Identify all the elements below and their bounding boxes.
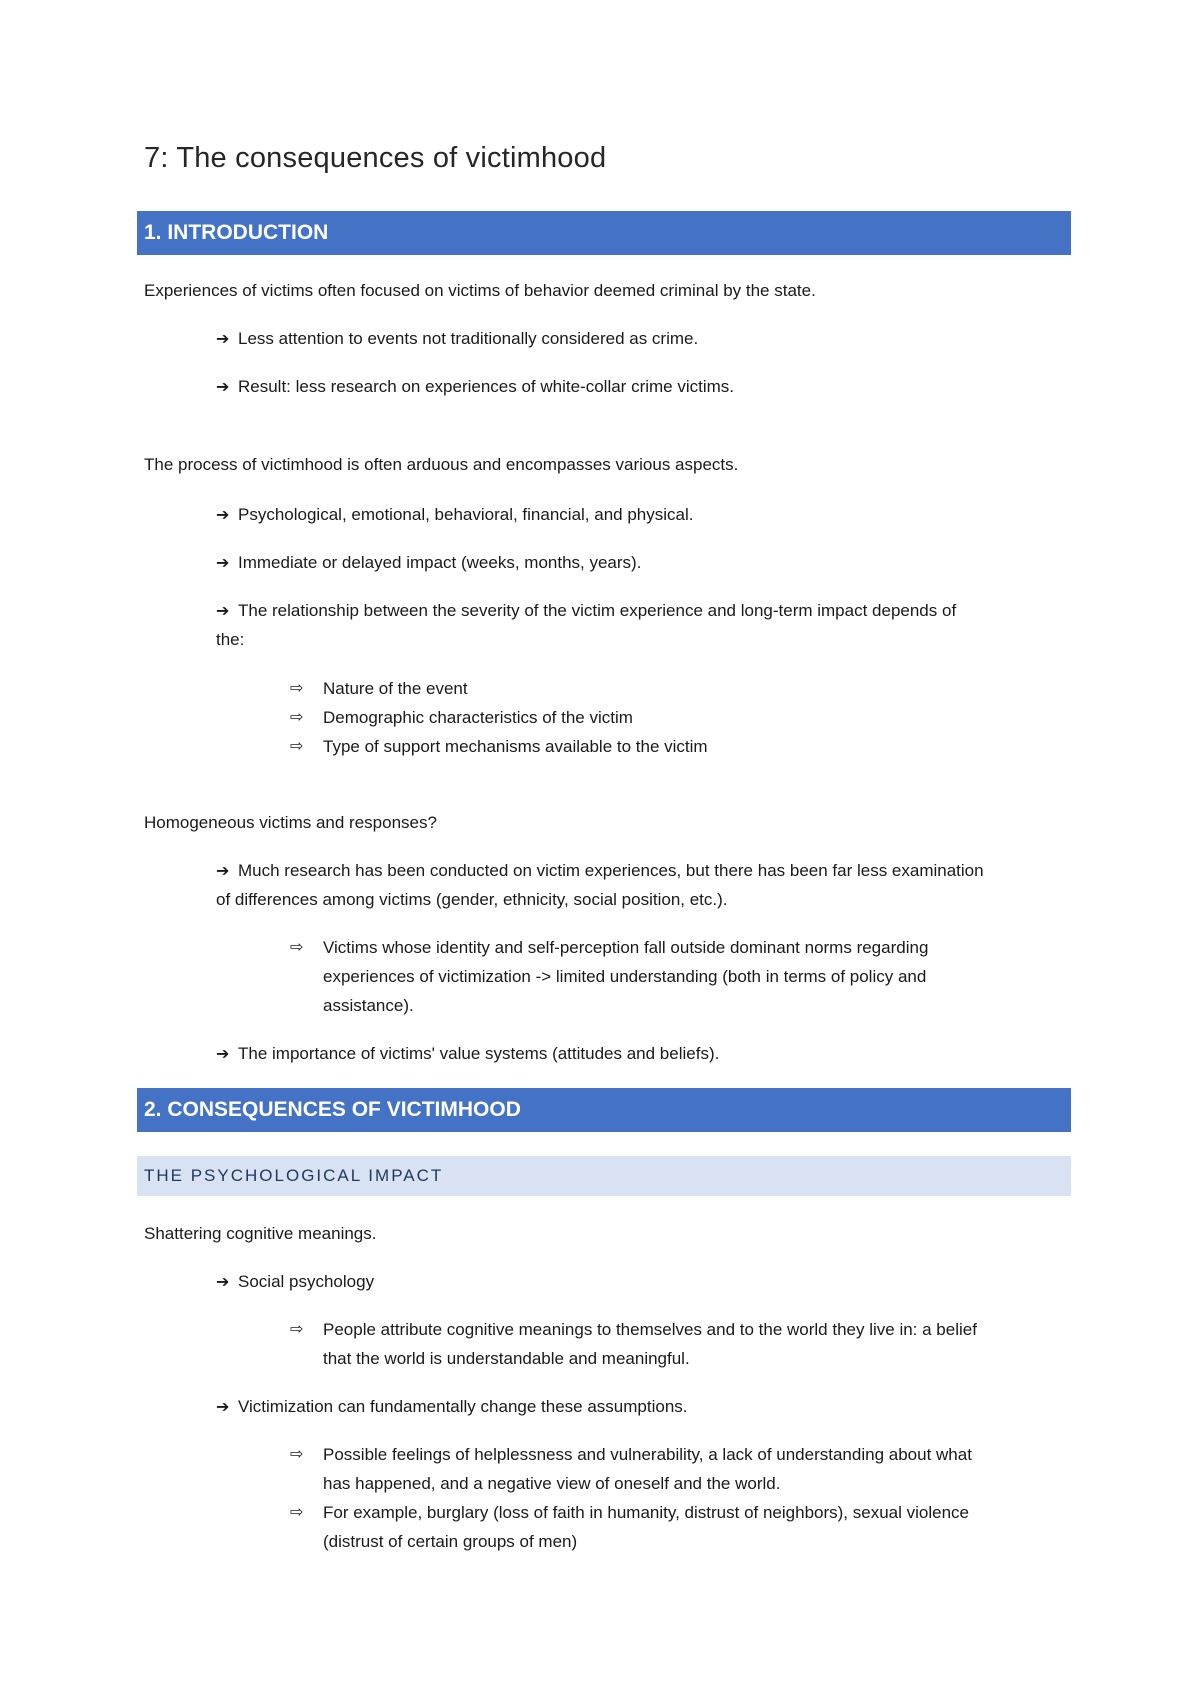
right-arrow-icon: ➔ <box>216 379 230 396</box>
arrow-item: ➔ The relationship between the severity of the victim experience and long-term impact depends of <box>216 597 956 626</box>
section-heading-consequences: 2. CONSEQUENCES OF VICTIMHOOD <box>137 1088 1071 1132</box>
arrow-item: ➔ Immediate or delayed impact (weeks, months, years). <box>216 549 641 578</box>
sub-item: ⇨ Possible feelings of helplessness and vulnerability, a lack of understanding about what <box>290 1441 972 1469</box>
right-arrow-icon: ➔ <box>216 555 230 572</box>
hollow-right-arrow-icon: ⇨ <box>290 1321 304 1338</box>
sub-item: ⇨ Nature of the event <box>290 675 468 703</box>
right-arrow-icon: ➔ <box>216 1274 230 1291</box>
right-arrow-icon: ➔ <box>216 1399 230 1416</box>
right-arrow-icon: ➔ <box>216 863 230 880</box>
sub-item: ⇨ Type of support mechanisms available to the victim <box>290 733 708 761</box>
right-arrow-icon: ➔ <box>216 331 230 348</box>
right-arrow-icon: ➔ <box>216 603 230 620</box>
right-arrow-icon: ➔ <box>216 507 230 524</box>
arrow-item: ➔ The importance of victims' value systems (attitudes and beliefs). <box>216 1040 719 1069</box>
paragraph: Experiences of victims often focused on victims of behavior deemed criminal by the state. <box>144 281 816 300</box>
section-heading-introduction: 1. INTRODUCTION <box>137 211 1071 255</box>
arrow-item: ➔ Social psychology <box>216 1268 374 1297</box>
hollow-right-arrow-icon: ⇨ <box>290 939 304 956</box>
sub-item-continuation: has happened, and a negative view of oneself and the world. <box>323 1474 781 1493</box>
arrow-item: ➔ Less attention to events not traditionally considered as crime. <box>216 325 698 354</box>
paragraph: Homogeneous victims and responses? <box>144 813 437 832</box>
hollow-right-arrow-icon: ⇨ <box>290 1504 304 1521</box>
sub-item-continuation: that the world is understandable and meaningful. <box>323 1349 690 1368</box>
sub-item-continuation: (distrust of certain groups of men) <box>323 1532 578 1551</box>
hollow-right-arrow-icon: ⇨ <box>290 680 304 697</box>
paragraph: The process of victimhood is often arduous and encompasses various aspects. <box>144 455 739 474</box>
arrow-item: ➔ Victimization can fundamentally change these assumptions. <box>216 1393 688 1422</box>
paragraph: Shattering cognitive meanings. <box>144 1224 377 1243</box>
arrow-item: ➔ Psychological, emotional, behavioral, financial, and physical. <box>216 501 693 530</box>
arrow-item: ➔ Much research has been conducted on victim experiences, but there has been far less examination <box>216 857 984 886</box>
hollow-right-arrow-icon: ⇨ <box>290 1446 304 1463</box>
arrow-item-continuation: of differences among victims (gender, ethnicity, social position, etc.). <box>216 890 728 909</box>
sub-item: ⇨ Victims whose identity and self-perception fall outside dominant norms regarding <box>290 934 928 962</box>
hollow-right-arrow-icon: ⇨ <box>290 709 304 726</box>
sub-item: ⇨ Demographic characteristics of the victim <box>290 704 633 732</box>
arrow-item-continuation: the: <box>216 630 245 649</box>
sub-item-continuation: assistance). <box>323 996 414 1015</box>
right-arrow-icon: ➔ <box>216 1046 230 1063</box>
page-title: 7: The consequences of victimhood <box>144 142 607 174</box>
subsection-heading-psychological-impact: THE PSYCHOLOGICAL IMPACT <box>137 1156 1071 1196</box>
sub-item: ⇨ People attribute cognitive meanings to themselves and to the world they live in: a belief <box>290 1316 977 1344</box>
arrow-item: ➔ Result: less research on experiences of white-collar crime victims. <box>216 373 734 402</box>
sub-item: ⇨ For example, burglary (loss of faith in humanity, distrust of neighbors), sexual violence <box>290 1499 969 1527</box>
sub-item-continuation: experiences of victimization -> limited understanding (both in terms of policy and <box>323 967 927 986</box>
hollow-right-arrow-icon: ⇨ <box>290 738 304 755</box>
